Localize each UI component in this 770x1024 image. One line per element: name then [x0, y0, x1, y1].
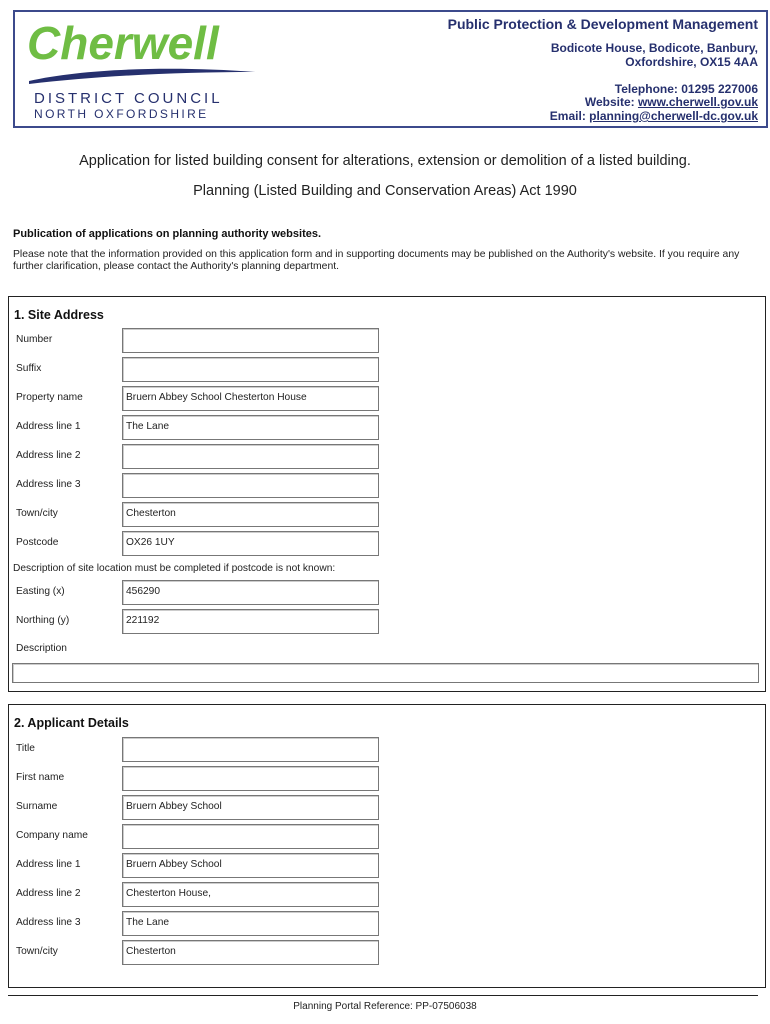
portal-reference: Planning Portal Reference: PP-07506038 [293, 1001, 477, 1012]
telephone-label: Telephone: [614, 82, 678, 96]
easting-field[interactable]: 456290 [122, 580, 379, 605]
surname-field[interactable]: Bruern Abbey School [122, 795, 379, 820]
address-line-2-field[interactable] [122, 444, 379, 469]
field-label: Address line 1 [16, 421, 81, 432]
first-name-field[interactable] [122, 766, 379, 791]
field-row-address-line-2 [9, 444, 765, 470]
postcode-field[interactable]: OX26 1UY [122, 531, 379, 556]
number-field[interactable] [122, 328, 379, 353]
department-name: Public Protection & Development Management [447, 16, 758, 32]
footer-divider [8, 995, 758, 996]
field-row-town-city [9, 940, 765, 966]
field-row-address-line-3 [9, 473, 765, 499]
address-line-3-field[interactable] [122, 473, 379, 498]
address-line-1-field[interactable]: Bruern Abbey School [122, 853, 379, 878]
field-label: Property name [16, 392, 83, 403]
section-title: 1. Site Address [14, 308, 104, 322]
location-note: Description of site location must be completed if postcode is not known: [13, 563, 336, 574]
field-row-number [9, 328, 765, 354]
field-label: Suffix [16, 363, 42, 374]
field-label: Address line 2 [16, 888, 81, 899]
field-row-town-city [9, 502, 765, 528]
applicant-details-section [8, 704, 766, 988]
description-field[interactable] [12, 663, 759, 683]
town-city-field[interactable]: Chesterton [122, 502, 379, 527]
publication-note: Please note that the information provided on this application form and in supporting documents may be published on the Authority's website. If you require any further clarification, please contact the Authority's planning department. [13, 249, 740, 272]
address-line-2-field[interactable]: Chesterton House, [122, 882, 379, 907]
field-row-property-name [9, 386, 765, 412]
cherwell-logo: Cherwell [27, 17, 219, 69]
field-label: Title [16, 743, 35, 754]
site-address-section [8, 296, 766, 692]
email [550, 109, 758, 123]
northing-field[interactable]: 221192 [122, 609, 379, 634]
field-label: Company name [16, 830, 88, 841]
website-link[interactable]: www.cherwell.gov.uk [637, 95, 758, 109]
address-line-2: Oxfordshire, OX15 4AA [625, 55, 758, 69]
field-label: Address line 3 [16, 479, 81, 490]
field-label: Easting (x) [16, 586, 65, 597]
field-row-title [9, 737, 765, 763]
field-label: Address line 1 [16, 859, 81, 870]
field-row-suffix [9, 357, 765, 383]
field-label: Northing (y) [16, 615, 70, 626]
section-title: 2. Applicant Details [14, 716, 129, 730]
website-label: Website: [584, 95, 635, 109]
field-label: Surname [16, 801, 58, 812]
website [585, 95, 758, 109]
field-row-company-name [9, 824, 765, 850]
company-name-field[interactable] [122, 824, 379, 849]
field-row-address-line-1 [9, 853, 765, 879]
form-act: Planning (Listed Building and Conservation Areas) Act 1990 [193, 183, 577, 199]
telephone-number: 01295 227006 [681, 82, 758, 96]
address-line-1-field[interactable]: The Lane [122, 415, 379, 440]
field-row-address-line-1 [9, 415, 765, 441]
field-label: Town/city [16, 946, 58, 957]
field-row-first-name [9, 766, 765, 792]
field-label: Address line 2 [16, 450, 81, 461]
form-title: Application for listed building consent for alterations, extension or demolition of a listed building. [79, 153, 691, 169]
logo-swoosh-icon [27, 64, 257, 86]
council-header [13, 10, 768, 128]
field-row-easting [9, 580, 765, 606]
town-city-field[interactable]: Chesterton [122, 940, 379, 965]
suffix-field[interactable] [122, 357, 379, 382]
field-row-surname [9, 795, 765, 821]
address-line-1: Bodicote House, Bodicote, Banbury, [550, 41, 758, 55]
field-label: First name [16, 772, 65, 783]
publication-heading: Publication of applications on planning authority websites. [13, 228, 322, 240]
property-name-field[interactable]: Bruern Abbey School Chesterton House [122, 386, 379, 411]
field-row-address-line-2 [9, 882, 765, 908]
email-label: Email: [549, 109, 586, 123]
title-field[interactable] [122, 737, 379, 762]
field-row-address-line-3 [9, 911, 765, 937]
field-label: Address line 3 [16, 917, 81, 928]
description-label: Description [16, 643, 67, 654]
field-label: Number [16, 334, 53, 345]
council-region: NORTH OXFORDSHIRE [34, 107, 209, 121]
field-label: Town/city [16, 508, 58, 519]
address-line-3-field[interactable]: The Lane [122, 911, 379, 936]
field-row-northing [9, 609, 765, 635]
field-row-postcode [9, 531, 765, 557]
council-name: DISTRICT COUNCIL [34, 90, 223, 107]
telephone [615, 82, 758, 96]
field-label: Postcode [16, 537, 59, 548]
email-link[interactable]: planning@cherwell-dc.gov.uk [589, 109, 758, 123]
